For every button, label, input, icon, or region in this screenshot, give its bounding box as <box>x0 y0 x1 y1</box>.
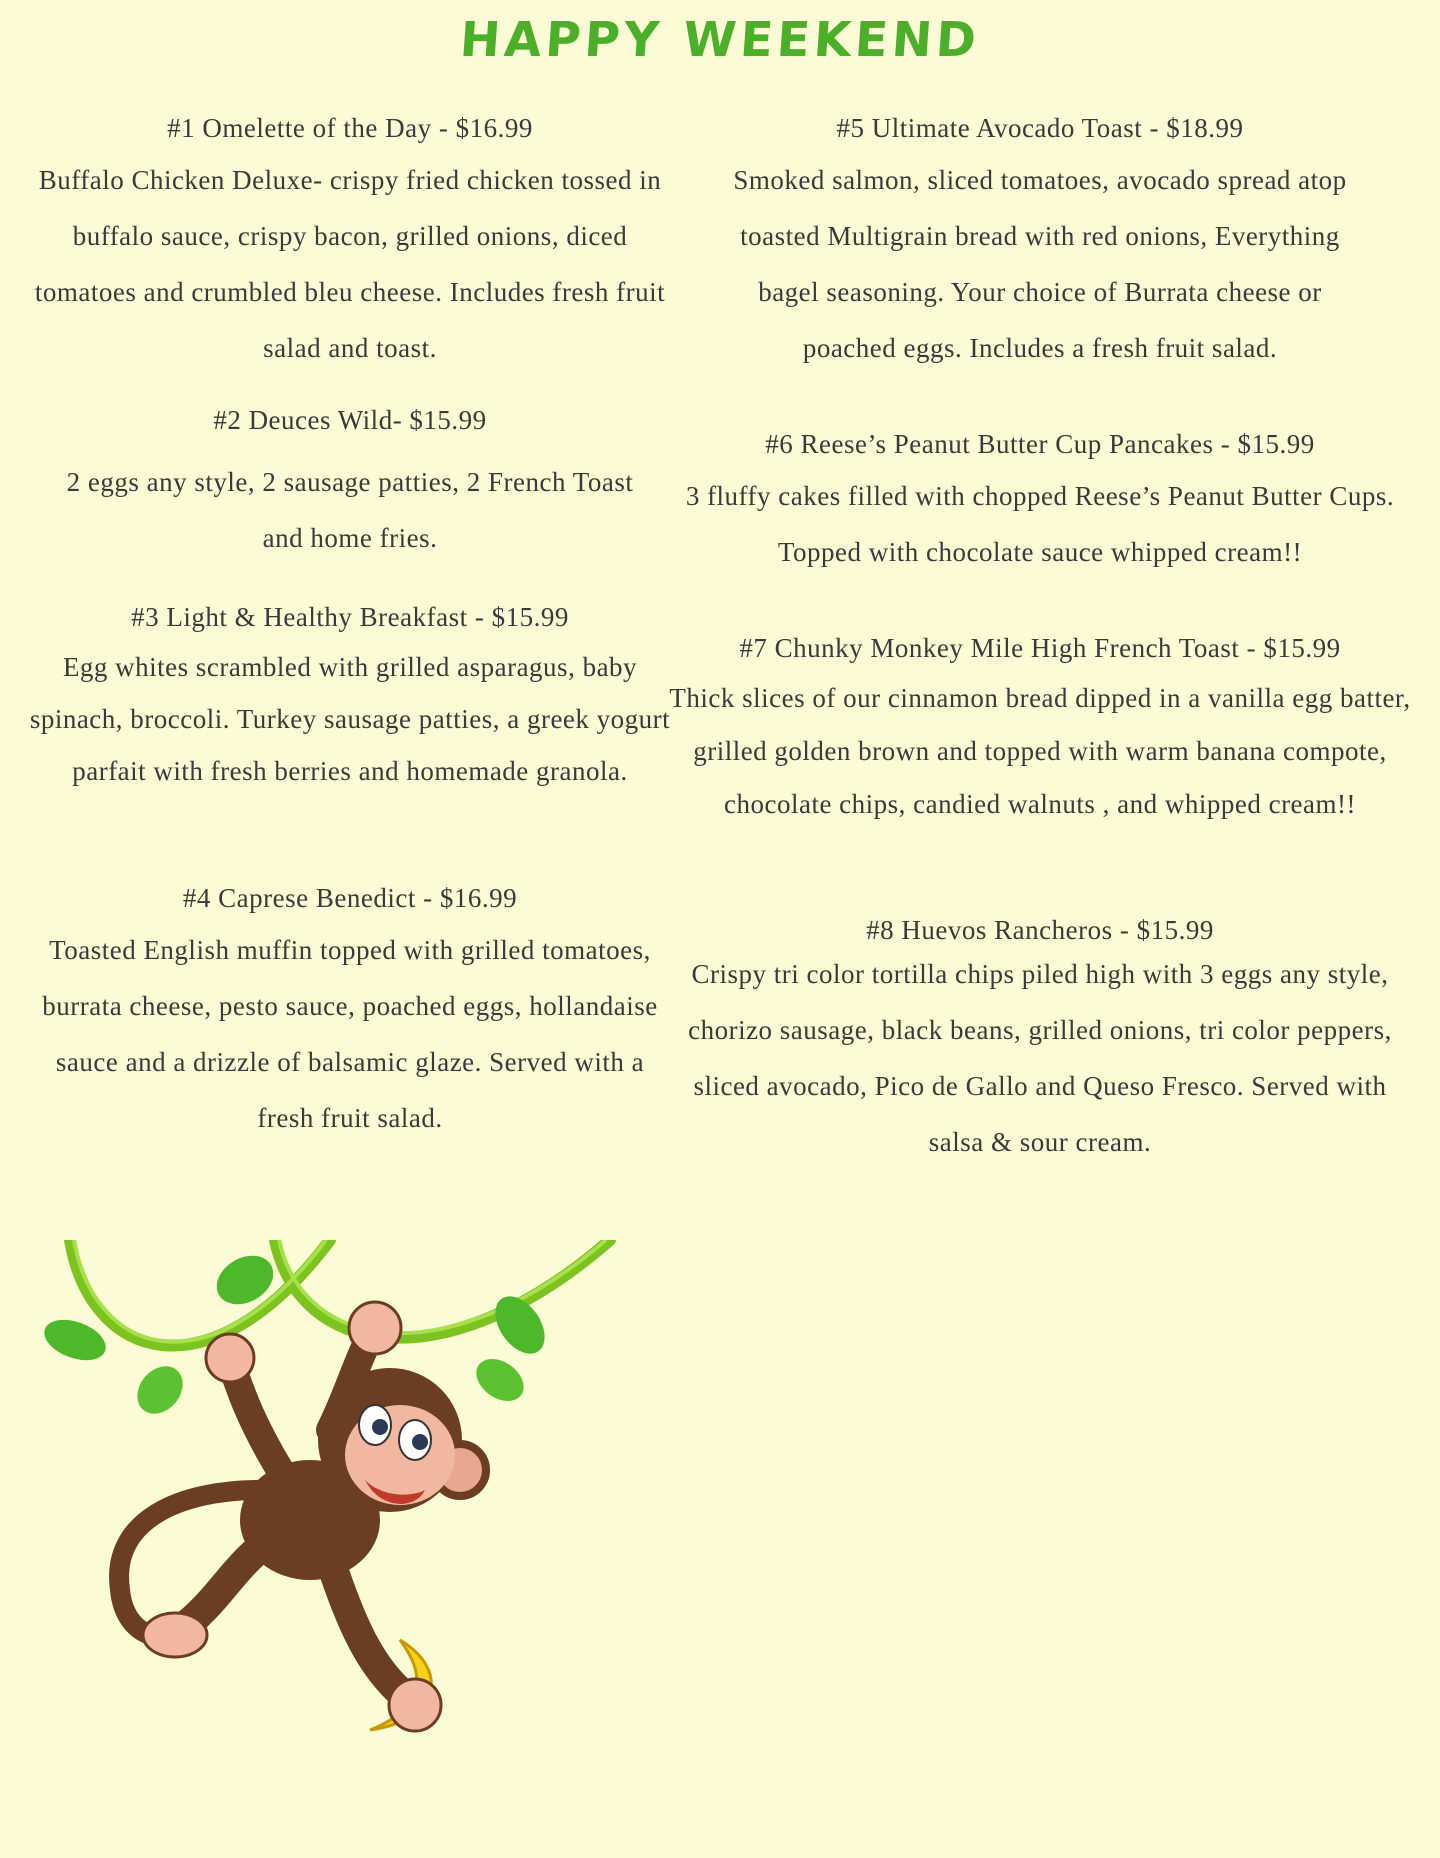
menu-item-1 <box>10 108 690 376</box>
menu-item-description: Smoked salmon, sliced tomatoes, avocado spread atop toasted Multigrain bread with red onions, Everything bagel seasoning. Your choice of Burrata cheese or poached eggs. Includes a fresh fruit salad. <box>733 165 1347 363</box>
menu-item-4 <box>10 878 690 1146</box>
monkey-hand <box>389 1679 441 1731</box>
menu-item-8 <box>650 910 1430 1170</box>
monkey-hand <box>206 1334 254 1382</box>
menu-item-description: Toasted English muffin topped with grilled tomatoes, burrata cheese, pesto sauce, poached eggs, hollandaise sauce and a drizzle of balsamic glaze. Served with a fresh fruit salad. <box>42 935 658 1133</box>
menu-item-description: 3 fluffy cakes filled with chopped Reese’s Peanut Butter Cups. Topped with chocolate sauce whipped cream!! <box>685 481 1395 567</box>
menu-item-description: Thick slices of our cinnamon bread dipped in a vanilla egg batter, grilled golden brown and topped with warm banana compote, chocolate chips, candied walnuts , and whipped cream!! <box>669 683 1411 819</box>
menu-item-name: #7 Chunky Monkey Mile High French Toast - $15.99 <box>739 633 1341 663</box>
menu-item-name: #3 Light & Healthy Breakfast - $15.99 <box>131 602 569 632</box>
menu-item-5 <box>650 108 1430 376</box>
monkey-pupil <box>372 1419 388 1435</box>
monkey-leg-right <box>330 1560 410 1700</box>
menu-item-description: Crispy tri color tortilla chips piled high with 3 eggs any style, chorizo sausage, black beans, grilled onions, tri color peppers, sliced avocado, Pico de Gallo and Queso Fresco. Served with salsa & sour cream. <box>688 959 1392 1157</box>
menu-item-name: #8 Huevos Rancheros - $15.99 <box>866 915 1214 945</box>
menu-item-description: 2 eggs any style, 2 sausage patties, 2 French Toast and home fries. <box>66 467 634 553</box>
menu-item-name: #1 Omelette of the Day - $16.99 <box>167 113 533 143</box>
menu-item-3 <box>10 597 690 797</box>
leaf-icon <box>39 1312 111 1368</box>
menu-item-description: Buffalo Chicken Deluxe- crispy fried chicken tossed in buffalo sauce, crispy bacon, grilled onions, diced tomatoes and crumbled bleu cheese. Includes fresh fruit salad and toast. <box>34 165 666 363</box>
menu-item-6 <box>650 424 1430 580</box>
monkey-foot <box>143 1613 207 1657</box>
leaf-icon <box>468 1350 531 1409</box>
menu-item-name: #2 Deuces Wild- $15.99 <box>213 405 487 435</box>
leaf-icon <box>128 1357 192 1423</box>
menu-title: HAPPY WEEKEND <box>458 12 982 68</box>
menu-item-name: #4 Caprese Benedict - $16.99 <box>182 883 518 913</box>
monkey-hand <box>349 1302 401 1354</box>
monkey-pupil <box>412 1434 428 1450</box>
monkey-illustration <box>30 1240 630 1770</box>
menu-item-name: #5 Ultimate Avocado Toast - $18.99 <box>836 113 1244 143</box>
menu-item-name: #6 Reese’s Peanut Butter Cup Pancakes - $15.99 <box>765 429 1315 459</box>
menu-item-7 <box>650 628 1430 831</box>
menu-item-description: Egg whites scrambled with grilled asparagus, baby spinach, broccoli. Turkey sausage patties, a greek yogurt parfait with fresh berries and homemade granola. <box>29 652 671 786</box>
menu-item-2 <box>10 400 690 566</box>
